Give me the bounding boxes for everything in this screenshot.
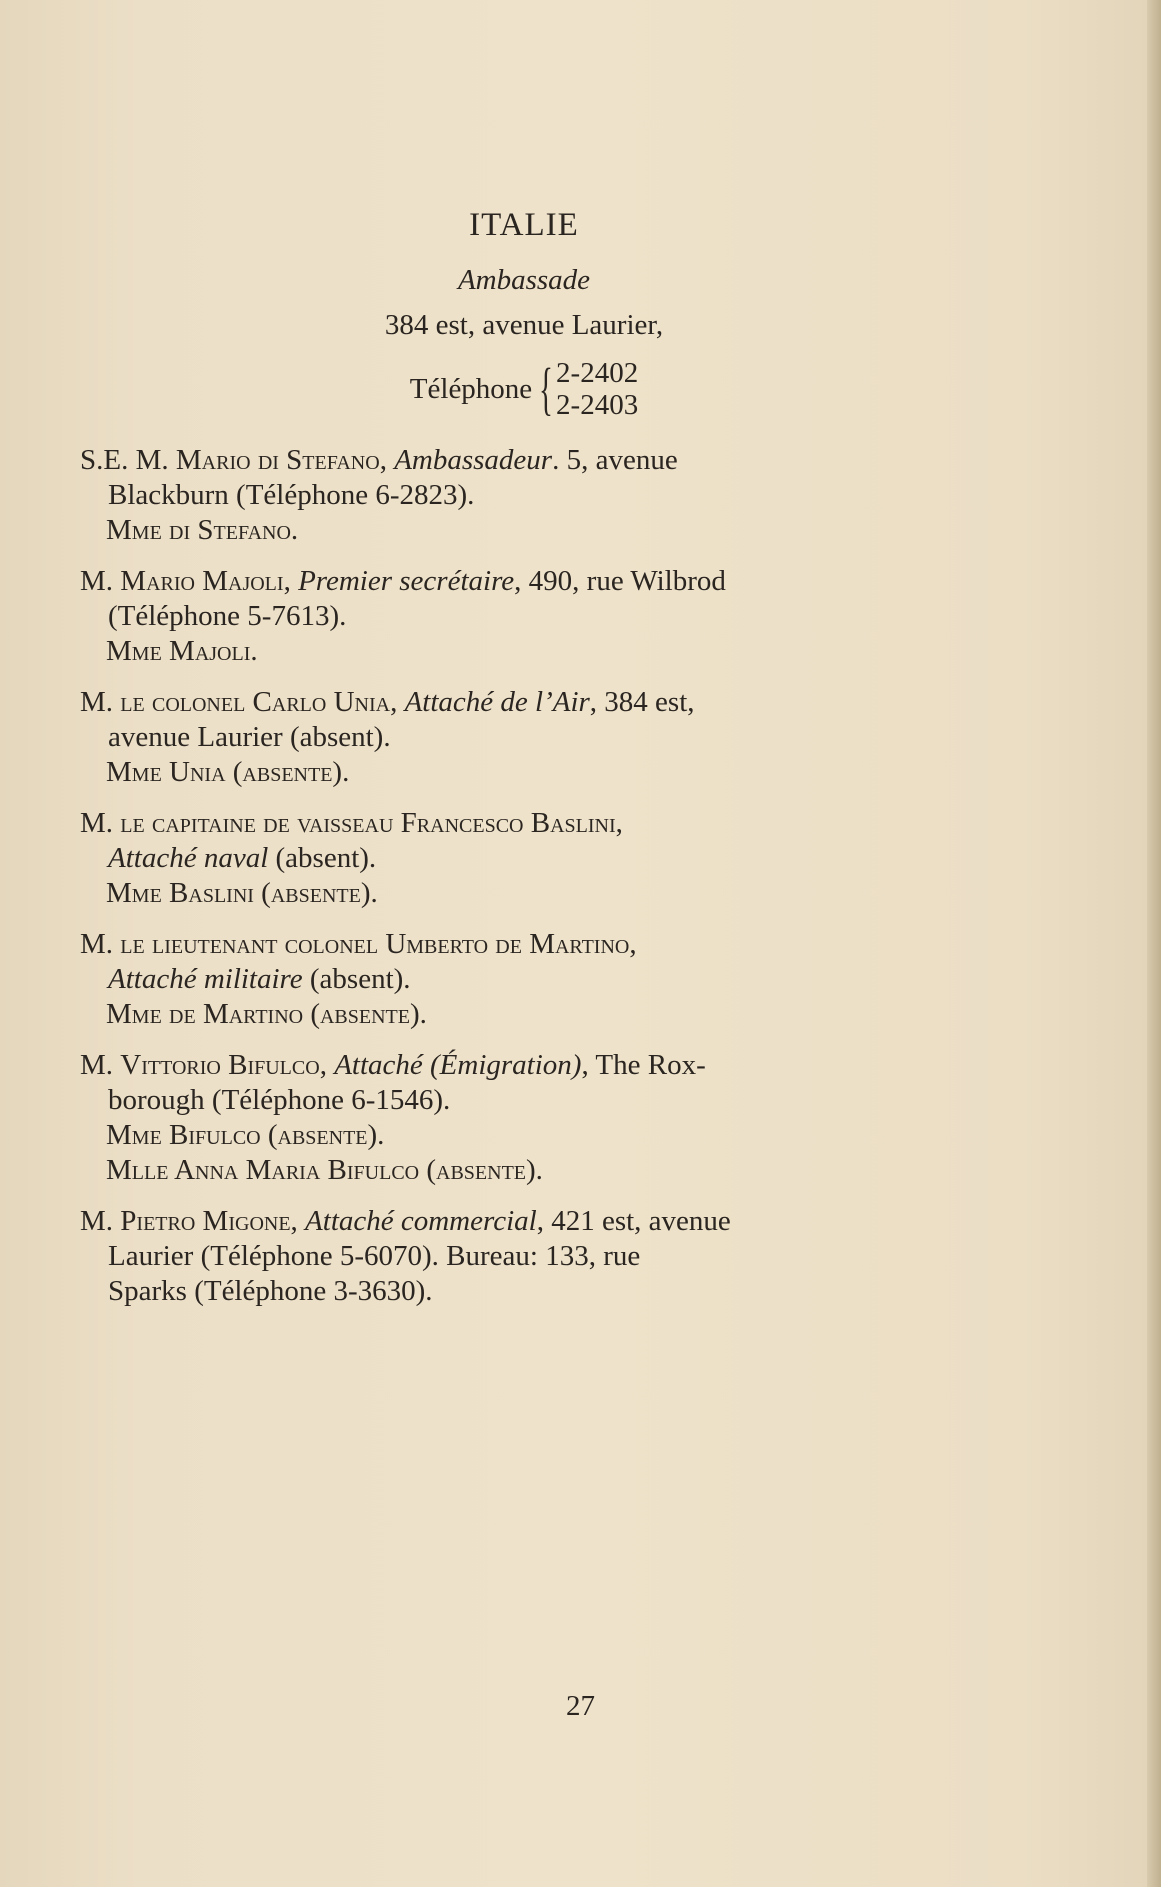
spouse-line: Mme Majoli. [106,635,258,667]
person-title: Attaché (Émigration) [334,1049,582,1081]
entry-line: borough (Téléphone 6-1546). [108,1084,451,1116]
entry-line: M. Vittorio Bifulco, Attaché (Émigration), The Rox- [80,1049,706,1081]
telephone-numbers [556,357,638,421]
spouse-line: Mme Unia (absente). [106,756,350,788]
entry-paragraph [80,1048,940,1118]
entry-line: M. le capitaine de vaisseau Francesco Baslini, [80,807,623,839]
entry-line: M. le lieutenant colonel Umberto de Martino, [80,928,637,960]
person-details: . 5, avenue [552,444,678,476]
telephone-block [108,357,940,421]
entry-paragraph [80,927,940,997]
person-details: , The Rox- [581,1049,706,1081]
person-name: Vittorio Bifulco [120,1049,320,1081]
staff-entry [80,1204,940,1309]
entry-paragraph [80,806,940,876]
entry-line: avenue Laurier (absent). [108,721,391,753]
entry-line [108,962,940,997]
entry-prefix: M. [80,1049,114,1081]
entry-line [108,841,940,876]
section-subtitle: Ambassade [457,264,591,296]
page-edge [1147,0,1161,1887]
entry-paragraph [80,685,940,755]
entry-prefix: M. [80,686,114,718]
entry-paragraph [80,443,940,513]
country-heading: ITALIE [469,207,579,243]
entry-line: M. Mario Majoli, Premier secrétaire, 490, rue Wilbrod [80,565,726,597]
person-title: Premier secrétaire [298,565,515,597]
spouse-line: Mme de Martino (absente). [106,998,427,1030]
brace-glyph: { [539,356,554,421]
person-details: (absent). [302,963,411,995]
entry-line: S.E. M. Mario di Stefano, Ambassadeur. 5, avenue [80,444,678,476]
telephone-label: Téléphone [409,372,533,405]
entry-paragraph [80,564,940,634]
person-name: Mario Majoli [120,565,284,597]
person-name: le colonel Carlo Unia [120,686,391,718]
person-details: , 421 est, avenue [536,1205,731,1237]
entry-prefix: S.E. M. [80,444,169,476]
spouse-line: Mme Baslini (absente). [106,877,378,909]
entry-line: M. Pietro Migone, Attaché commercial, 421 est, avenue [80,1205,731,1237]
person-details: , 490, rue Wilbrod [514,565,726,597]
staff-entry [80,685,940,790]
entry-prefix: M. [80,928,114,960]
telephone-number: 2-2402 [556,357,639,389]
person-name: le lieutenant colonel Umberto de Martino [120,928,630,960]
entry-line: Laurier (Téléphone 5-6070). Bureau: 133, rue [108,1240,641,1272]
person-details: , 384 est, [589,686,695,718]
person-name: Pietro Migone [120,1205,291,1237]
staff-entry [80,443,940,548]
entry-prefix: M. [80,565,114,597]
entry-prefix: M. [80,807,114,839]
staff-entry [80,927,940,1032]
entry-line: (Téléphone 5-7613). [108,600,347,632]
page-content [80,207,940,1309]
person-title: Attaché militaire [108,963,303,995]
entry-prefix: M. [80,1205,114,1237]
person-name: Mario di Stefano [175,444,380,476]
person-title: Ambassadeur [394,444,553,476]
family-member-line: Mlle Anna Maria Bifulco (absente). [106,1154,543,1186]
staff-entry [80,1048,940,1188]
person-name: le capitaine de vaisseau Francesco Baslini [120,807,616,839]
staff-entry [80,806,940,911]
person-title: Attaché de l’Air [404,686,590,718]
staff-entry [80,564,940,669]
person-details: (absent). [268,842,377,874]
telephone-number: 2-2403 [556,389,639,421]
person-title: Attaché commercial [305,1205,537,1237]
person-title: Attaché naval [108,842,269,874]
entry-paragraph [80,1204,940,1309]
entry-line: Blackburn (Téléphone 6-2823). [108,479,475,511]
entry-line: Sparks (Téléphone 3-3630). [108,1275,433,1307]
embassy-address: 384 est, avenue Laurier, [384,309,664,341]
entry-line: M. le colonel Carlo Unia, Attaché de l’Air, 384 est, [80,686,695,718]
spouse-line: Mme di Stefano. [106,514,299,546]
spouse-line: Mme Bifulco (absente). [106,1119,385,1151]
page-number: 27 [566,1690,595,1722]
